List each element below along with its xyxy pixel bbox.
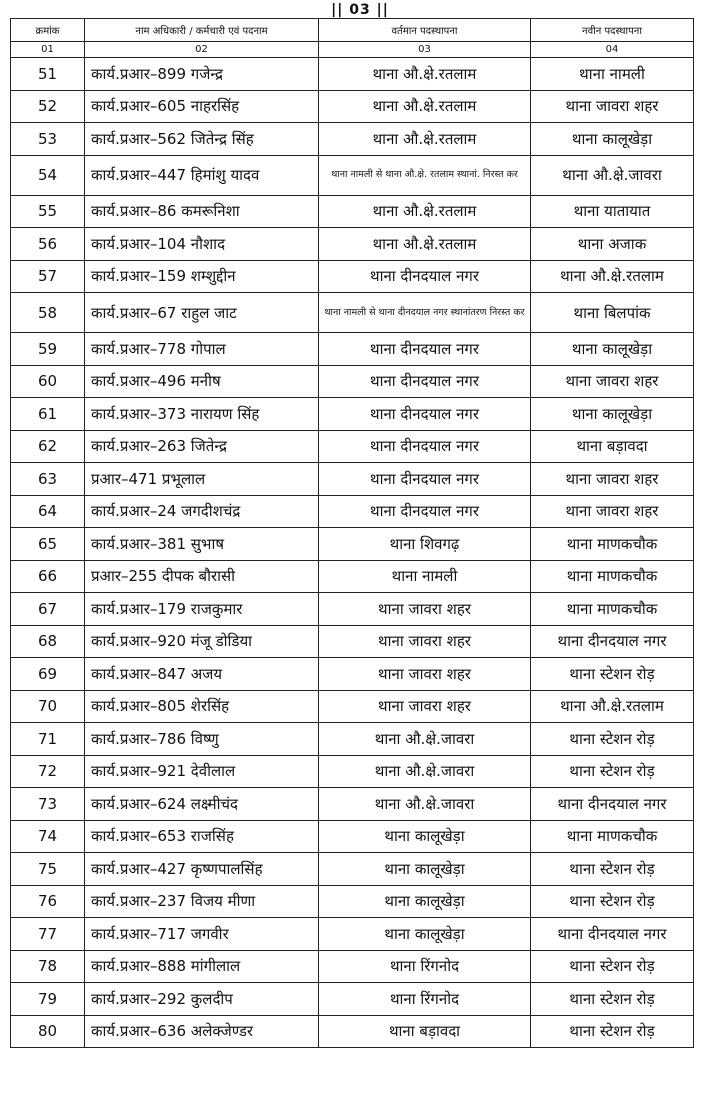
name-cell: कार्य.प्रआर–605 नाहरसिंह — [85, 90, 319, 123]
serial-cell: 61 — [11, 398, 85, 431]
table-row — [11, 463, 694, 496]
current-posting-cell: थाना जावरा शहर — [319, 625, 531, 658]
serial-cell: 73 — [11, 788, 85, 821]
name-cell: कार्य.प्रआर–562 जितेन्द्र सिंह — [85, 123, 319, 156]
new-posting-cell: थाना नामली — [531, 58, 694, 91]
new-posting-cell: थाना बड़ावदा — [531, 430, 694, 463]
new-posting-cell: थाना कालूखेड़ा — [531, 333, 694, 366]
name-cell: कार्य.प्रआर–920 मंजू डोडिया — [85, 625, 319, 658]
serial-cell: 56 — [11, 228, 85, 261]
current-posting-cell: थाना दीनदयाल नगर — [319, 495, 531, 528]
name-cell: कार्य.प्रआर–24 जगदीशचंद्र — [85, 495, 319, 528]
new-posting-cell: थाना माणकचौक — [531, 593, 694, 626]
current-posting-cell: थाना दीनदयाल नगर — [319, 463, 531, 496]
new-posting-cell: थाना माणकचौक — [531, 528, 694, 561]
current-posting-cell: थाना जावरा शहर — [319, 658, 531, 691]
name-cell: कार्य.प्रआर–373 नारायण सिंह — [85, 398, 319, 431]
current-posting-cell: थाना औ.क्षे.रतलाम — [319, 228, 531, 261]
table-row — [11, 90, 694, 123]
new-posting-cell: थाना जावरा शहर — [531, 463, 694, 496]
serial-cell: 74 — [11, 820, 85, 853]
current-posting-cell: थाना औ.क्षे.जावरा — [319, 788, 531, 821]
name-cell: कार्य.प्रआर–921 देवीलाल — [85, 755, 319, 788]
serial-cell: 65 — [11, 528, 85, 561]
table-row — [11, 723, 694, 756]
new-posting-cell: थाना औ.क्षे.रतलाम — [531, 260, 694, 293]
current-posting-cell: थाना औ.क्षे.रतलाम — [319, 195, 531, 228]
table-row — [11, 58, 694, 91]
table-row — [11, 788, 694, 821]
name-cell: कार्य.प्रआर–381 सुभाष — [85, 528, 319, 561]
name-cell: कार्य.प्रआर–717 जगवीर — [85, 918, 319, 951]
serial-cell: 77 — [11, 918, 85, 951]
name-cell: कार्य.प्रआर–263 जितेन्द्र — [85, 430, 319, 463]
new-posting-cell: थाना स्टेशन रोड़ — [531, 885, 694, 918]
new-posting-cell: थाना कालूखेड़ा — [531, 123, 694, 156]
table-row — [11, 918, 694, 951]
current-posting-cell: थाना दीनदयाल नगर — [319, 398, 531, 431]
name-cell: कार्य.प्रआर–179 राजकुमार — [85, 593, 319, 626]
new-posting-cell: थाना कालूखेड़ा — [531, 398, 694, 431]
serial-cell: 54 — [11, 155, 85, 195]
serial-cell: 78 — [11, 950, 85, 983]
table-row — [11, 820, 694, 853]
current-posting-cell: थाना दीनदयाल नगर — [319, 260, 531, 293]
new-posting-cell: थाना बिलपांक — [531, 293, 694, 333]
serial-cell: 64 — [11, 495, 85, 528]
name-cell: कार्य.प्रआर–778 गोपाल — [85, 333, 319, 366]
new-posting-cell: थाना औ.क्षे.जावरा — [531, 155, 694, 195]
current-posting-cell: थाना रिंगनोद — [319, 983, 531, 1016]
name-cell: कार्य.प्रआर–292 कुलदीप — [85, 983, 319, 1016]
table-row — [11, 495, 694, 528]
current-posting-cell: थाना दीनदयाल नगर — [319, 365, 531, 398]
table-row — [11, 528, 694, 561]
serial-cell: 67 — [11, 593, 85, 626]
new-posting-cell: थाना माणकचौक — [531, 560, 694, 593]
name-cell: कार्य.प्रआर–847 अजय — [85, 658, 319, 691]
name-cell: प्रआर–471 प्रभूलाल — [85, 463, 319, 496]
current-posting-cell: थाना औ.क्षे.जावरा — [319, 755, 531, 788]
current-posting-cell: थाना औ.क्षे.रतलाम — [319, 123, 531, 156]
new-posting-cell: थाना जावरा शहर — [531, 495, 694, 528]
header-row — [11, 19, 694, 42]
name-cell: कार्य.प्रआर–888 मांगीलाल — [85, 950, 319, 983]
serial-cell: 69 — [11, 658, 85, 691]
table-row — [11, 885, 694, 918]
current-posting-cell: थाना कालूखेड़ा — [319, 820, 531, 853]
header-serial: क्रमांक — [11, 19, 85, 42]
current-posting-cell: थाना नामली से थाना औ.क्षे. रतलाम स्थानां. निरस्त कर — [319, 155, 531, 195]
current-posting-cell: थाना कालूखेड़ा — [319, 918, 531, 951]
name-cell: कार्य.प्रआर–805 शेरसिंह — [85, 690, 319, 723]
serial-cell: 80 — [11, 1015, 85, 1048]
new-posting-cell: थाना स्टेशन रोड़ — [531, 983, 694, 1016]
table-row — [11, 398, 694, 431]
serial-cell: 53 — [11, 123, 85, 156]
table-row — [11, 755, 694, 788]
current-posting-cell: थाना बड़ावदा — [319, 1015, 531, 1048]
serial-cell: 59 — [11, 333, 85, 366]
serial-cell: 58 — [11, 293, 85, 333]
serial-cell: 57 — [11, 260, 85, 293]
table-row — [11, 560, 694, 593]
name-cell: कार्य.प्रआर–496 मनीष — [85, 365, 319, 398]
serial-cell: 72 — [11, 755, 85, 788]
serial-cell: 75 — [11, 853, 85, 886]
serial-cell: 63 — [11, 463, 85, 496]
current-posting-cell: थाना जावरा शहर — [319, 690, 531, 723]
serial-cell: 79 — [11, 983, 85, 1016]
new-posting-cell: थाना स्टेशन रोड़ — [531, 658, 694, 691]
serial-cell: 66 — [11, 560, 85, 593]
name-cell: कार्य.प्रआर–427 कृष्णपालसिंह — [85, 853, 319, 886]
name-cell: कार्य.प्रआर–899 गजेन्द्र — [85, 58, 319, 91]
table-row — [11, 260, 694, 293]
current-posting-cell: थाना जावरा शहर — [319, 593, 531, 626]
name-cell: कार्य.प्रआर–447 हिमांशु यादव — [85, 155, 319, 195]
table-row — [11, 365, 694, 398]
serial-cell: 51 — [11, 58, 85, 91]
table-row — [11, 853, 694, 886]
column-number-row — [11, 42, 694, 58]
name-cell: कार्य.प्रआर–237 विजय मीणा — [85, 885, 319, 918]
current-posting-cell: थाना कालूखेड़ा — [319, 853, 531, 886]
table-row — [11, 333, 694, 366]
new-posting-cell: थाना दीनदयाल नगर — [531, 918, 694, 951]
current-posting-cell: थाना दीनदयाल नगर — [319, 333, 531, 366]
page-number: || 03 || — [331, 2, 389, 18]
table-row — [11, 1015, 694, 1048]
table-row — [11, 228, 694, 261]
table-row — [11, 950, 694, 983]
table-row — [11, 155, 694, 195]
current-posting-cell: थाना रिंगनोद — [319, 950, 531, 983]
new-posting-cell: थाना दीनदयाल नगर — [531, 788, 694, 821]
new-posting-cell: थाना जावरा शहर — [531, 365, 694, 398]
new-posting-cell: थाना अजाक — [531, 228, 694, 261]
new-posting-cell: थाना स्टेशन रोड़ — [531, 950, 694, 983]
name-cell: कार्य.प्रआर–786 विष्णु — [85, 723, 319, 756]
current-posting-cell: थाना दीनदयाल नगर — [319, 430, 531, 463]
name-cell: कार्य.प्रआर–159 शम्शुद्दीन — [85, 260, 319, 293]
serial-cell: 62 — [11, 430, 85, 463]
name-cell: कार्य.प्रआर–636 अलेक्जेण्डर — [85, 1015, 319, 1048]
column-number: 04 — [531, 42, 694, 58]
current-posting-cell: थाना कालूखेड़ा — [319, 885, 531, 918]
table-row — [11, 293, 694, 333]
name-cell: कार्य.प्रआर–624 लक्ष्मीचंद — [85, 788, 319, 821]
new-posting-cell: थाना जावरा शहर — [531, 90, 694, 123]
serial-cell: 76 — [11, 885, 85, 918]
new-posting-cell: थाना यातायात — [531, 195, 694, 228]
transfer-table — [10, 18, 694, 1048]
name-cell: कार्य.प्रआर–653 राजसिंह — [85, 820, 319, 853]
new-posting-cell: थाना स्टेशन रोड़ — [531, 755, 694, 788]
current-posting-cell: थाना नामली से थाना दीनदयाल नगर स्थानांतरण निरस्त कर — [319, 293, 531, 333]
serial-cell: 68 — [11, 625, 85, 658]
serial-cell: 60 — [11, 365, 85, 398]
table-row — [11, 625, 694, 658]
column-number: 02 — [85, 42, 319, 58]
current-posting-cell: थाना औ.क्षे.रतलाम — [319, 58, 531, 91]
table-row — [11, 430, 694, 463]
serial-cell: 55 — [11, 195, 85, 228]
serial-cell: 71 — [11, 723, 85, 756]
new-posting-cell: थाना औ.क्षे.रतलाम — [531, 690, 694, 723]
table-body — [11, 58, 694, 1048]
table-row — [11, 658, 694, 691]
table-row — [11, 123, 694, 156]
new-posting-cell: थाना स्टेशन रोड़ — [531, 1015, 694, 1048]
current-posting-cell: थाना औ.क्षे.रतलाम — [319, 90, 531, 123]
column-number: 01 — [11, 42, 85, 58]
name-cell: कार्य.प्रआर–86 कमरूनिशा — [85, 195, 319, 228]
new-posting-cell: थाना दीनदयाल नगर — [531, 625, 694, 658]
name-cell: प्रआर–255 दीपक बौरासी — [85, 560, 319, 593]
table-row — [11, 983, 694, 1016]
table-row — [11, 195, 694, 228]
header-new-posting: नवीन पदस्थापना — [531, 19, 694, 42]
serial-cell: 70 — [11, 690, 85, 723]
table-row — [11, 593, 694, 626]
current-posting-cell: थाना शिवगढ़ — [319, 528, 531, 561]
header-current-posting: वर्तमान पदस्थापना — [319, 19, 531, 42]
current-posting-cell: थाना औ.क्षे.जावरा — [319, 723, 531, 756]
new-posting-cell: थाना स्टेशन रोड़ — [531, 853, 694, 886]
header-name: नाम अधिकारी / कर्मचारी एवं पदनाम — [85, 19, 319, 42]
new-posting-cell: थाना स्टेशन रोड़ — [531, 723, 694, 756]
name-cell: कार्य.प्रआर–104 नौशाद — [85, 228, 319, 261]
current-posting-cell: थाना नामली — [319, 560, 531, 593]
table-row — [11, 690, 694, 723]
column-number: 03 — [319, 42, 531, 58]
new-posting-cell: थाना माणकचौक — [531, 820, 694, 853]
serial-cell: 52 — [11, 90, 85, 123]
name-cell: कार्य.प्रआर–67 राहुल जाट — [85, 293, 319, 333]
